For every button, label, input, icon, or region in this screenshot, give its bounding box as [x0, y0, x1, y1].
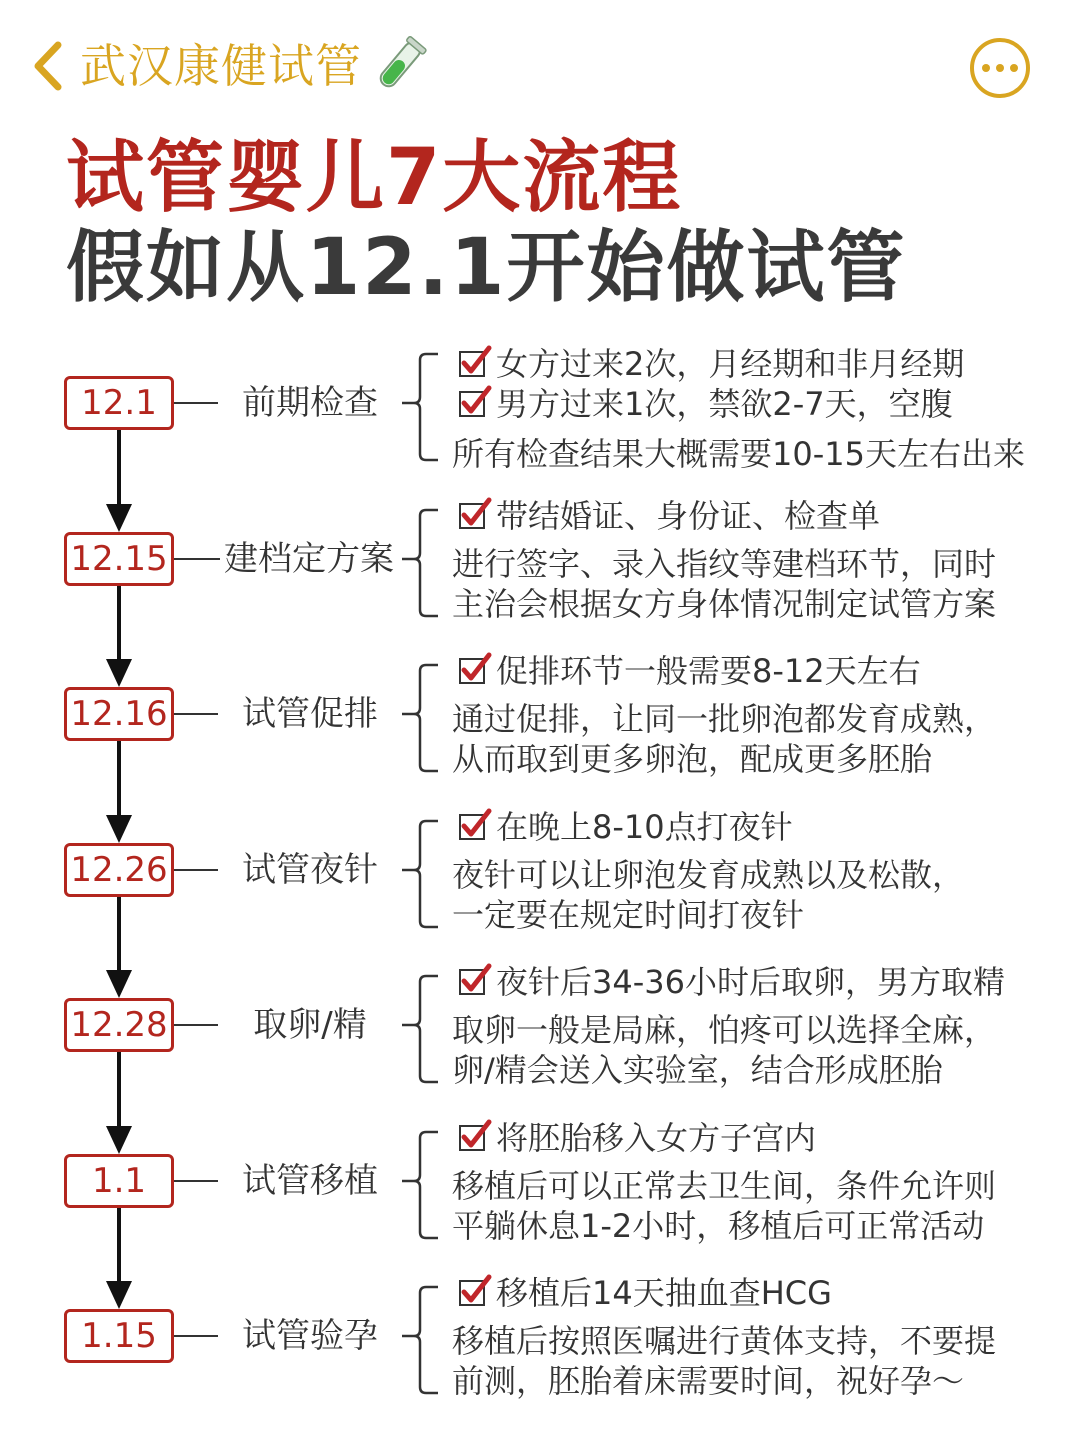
step-date: 1.15 [64, 1309, 174, 1363]
brace-icon [400, 352, 444, 462]
note-line [452, 584, 996, 624]
step-date: 12.1 [64, 376, 174, 430]
step-date: 12.28 [64, 998, 174, 1052]
note-text: 移植后14天抽血查HCG [496, 1274, 832, 1312]
brace-icon [400, 974, 444, 1084]
checked-note [458, 344, 964, 384]
checked-note [458, 384, 953, 424]
note-text: 从而取到更多卵泡，配成更多胚胎 [452, 740, 933, 778]
note-text: 所有检查结果大概需要10-15天左右出来 [452, 435, 1025, 473]
note-text: 夜针可以让卵泡发育成熟以及松散， [452, 855, 965, 894]
page-title: 试管婴儿7大流程 [66, 133, 683, 223]
note-text: 一定要在规定时间打夜针 [452, 895, 805, 934]
connector-line [174, 1024, 218, 1026]
back-button[interactable] [22, 36, 72, 96]
checkbox-checked-icon [458, 497, 492, 531]
note-text: 移植后可以正常去卫生间，条件允许则 [452, 1166, 997, 1205]
checked-note [458, 962, 1005, 1002]
note-line [452, 1361, 964, 1401]
note-text: 带结婚证、身份证、检查单 [496, 496, 881, 535]
checked-note [458, 1273, 832, 1313]
test-tube-icon [368, 36, 430, 96]
step-label: 试管验孕 [242, 1316, 378, 1356]
step-label: 建档定方案 [224, 538, 394, 579]
note-text: 卵/精会送入实验室，结合形成胚胎 [452, 1051, 943, 1089]
timeline-step [0, 330, 1080, 480]
step-date: 12.26 [64, 843, 174, 897]
checkbox-checked-icon [458, 808, 492, 842]
note-text: 取卵一般是局麻，怕疼可以选择全麻， [452, 1011, 997, 1049]
timeline-step [0, 641, 1080, 791]
checked-note [458, 651, 921, 691]
note-line [452, 1050, 943, 1090]
connector-line [174, 1335, 218, 1337]
step-label: 取卵/精 [253, 1005, 367, 1045]
chevron-left-icon [30, 39, 64, 93]
more-dot [996, 64, 1004, 72]
note-line [452, 855, 964, 895]
checked-note [458, 807, 793, 847]
checkbox-checked-icon [458, 345, 492, 379]
checkbox-checked-icon [458, 963, 492, 997]
note-text: 男方过来1次，禁欲2-7天，空腹 [496, 385, 953, 423]
brace-icon [400, 819, 444, 929]
note-line [452, 739, 932, 779]
step-label: 前期检查 [242, 383, 378, 423]
note-line [452, 699, 996, 739]
note-text: 通过促排，让同一批卵泡都发育成熟， [452, 700, 997, 738]
note-text: 促排环节一般需要8-12天左右 [496, 652, 921, 690]
step-label: 试管促排 [242, 694, 378, 734]
connector-line [174, 1180, 218, 1182]
note-text: 女方过来2次，月经期和非月经期 [496, 345, 965, 383]
account-name[interactable]: 武汉康健试管 [80, 39, 362, 93]
step-date: 12.15 [64, 532, 174, 586]
more-button[interactable] [970, 38, 1030, 98]
note-line [452, 1010, 996, 1050]
note-text: 夜针后34-36小时后取卵，男方取精 [496, 963, 1005, 1001]
note-line [452, 434, 1025, 474]
timeline-step [0, 952, 1080, 1102]
step-date: 12.16 [64, 687, 174, 741]
checkbox-checked-icon [458, 1119, 492, 1153]
timeline-step [0, 797, 1080, 947]
note-text: 主治会根据女方身体情况制定试管方案 [452, 584, 997, 623]
note-line [452, 1166, 996, 1206]
timeline-step [0, 1108, 1080, 1258]
checked-note [458, 1118, 816, 1158]
more-dot [1010, 64, 1018, 72]
note-line [452, 1321, 996, 1361]
connector-line [174, 869, 218, 871]
timeline-step [0, 1263, 1080, 1413]
note-text: 将胚胎移入女方子宫内 [496, 1118, 817, 1157]
note-text: 进行签字、录入指纹等建档环节，同时 [452, 544, 997, 583]
brace-icon [400, 1130, 444, 1240]
note-line [452, 895, 804, 935]
note-line [452, 544, 996, 584]
step-date: 1.1 [64, 1154, 174, 1208]
brace-icon [400, 1285, 444, 1395]
page-subtitle: 假如从12.1开始做试管 [66, 223, 907, 313]
step-label: 试管移植 [242, 1160, 378, 1201]
checked-note [458, 496, 880, 536]
timeline-step [0, 486, 1080, 636]
connector-line [174, 402, 218, 404]
brace-icon [400, 663, 444, 773]
note-text: 移植后按照医嘱进行黄体支持，不要提 [452, 1322, 997, 1360]
note-line [452, 1206, 984, 1246]
checkbox-checked-icon [458, 652, 492, 686]
note-text: 平躺休息1-2小时，移植后可正常活动 [452, 1206, 985, 1245]
checkbox-checked-icon [458, 385, 492, 419]
more-dot [982, 64, 990, 72]
checkbox-checked-icon [458, 1274, 492, 1308]
note-text: 在晚上8-10点打夜针 [496, 807, 793, 846]
note-text: 前测，胚胎着床需要时间，祝好孕～ [452, 1362, 965, 1400]
step-label: 试管夜针 [242, 849, 378, 890]
brace-icon [400, 508, 444, 618]
connector-line [174, 713, 218, 715]
top-bar [0, 0, 1080, 130]
